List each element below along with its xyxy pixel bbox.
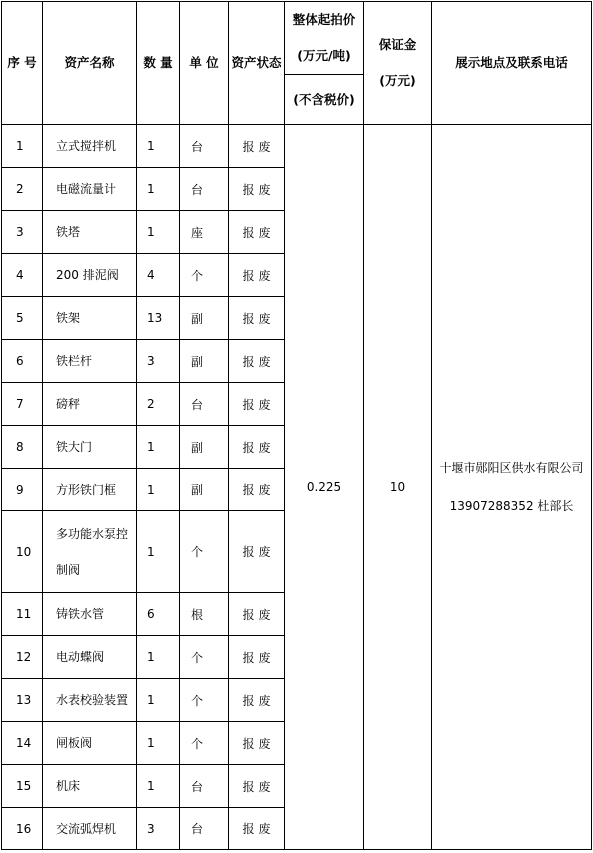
row-asset-name: 多功能水泵控制阀	[43, 511, 137, 593]
row-status: 报废	[229, 722, 285, 765]
header-name: 资产名称	[43, 2, 137, 125]
row-status: 报废	[229, 426, 285, 469]
row-status: 报废	[229, 808, 285, 850]
row-index: 2	[2, 168, 43, 211]
row-unit: 副	[180, 426, 229, 469]
row-quantity: 1	[137, 679, 180, 722]
header-location: 展示地点及联系电话	[432, 2, 592, 125]
row-quantity: 1	[137, 211, 180, 254]
row-quantity: 3	[137, 808, 180, 850]
row-status: 报废	[229, 168, 285, 211]
row-unit: 座	[180, 211, 229, 254]
row-asset-name: 磅秤	[43, 383, 137, 426]
row-quantity: 13	[137, 297, 180, 340]
row-index: 1	[2, 125, 43, 168]
starting-price-cell: 0.225	[285, 125, 364, 850]
row-status: 报废	[229, 511, 285, 593]
header-price	[285, 2, 364, 75]
row-unit: 个	[180, 722, 229, 765]
row-quantity: 1	[137, 168, 180, 211]
row-unit: 个	[180, 254, 229, 297]
row-unit: 台	[180, 765, 229, 808]
row-asset-name: 铁架	[43, 297, 137, 340]
row-unit: 台	[180, 383, 229, 426]
row-index: 5	[2, 297, 43, 340]
row-asset-name: 200 排泥阀	[43, 254, 137, 297]
row-asset-name: 闸板阀	[43, 722, 137, 765]
row-asset-name: 立式搅拌机	[43, 125, 137, 168]
table-row	[2, 125, 592, 168]
row-asset-name: 机床	[43, 765, 137, 808]
row-index: 8	[2, 426, 43, 469]
location-phone: 13907288352 杜部长	[449, 499, 574, 513]
deposit-cell: 10	[364, 125, 432, 850]
row-unit: 副	[180, 297, 229, 340]
row-unit: 个	[180, 511, 229, 593]
row-status: 报废	[229, 765, 285, 808]
row-status: 报废	[229, 340, 285, 383]
row-unit: 台	[180, 808, 229, 850]
row-asset-name: 电磁流量计	[43, 168, 137, 211]
row-asset-name: 水表校验装置	[43, 679, 137, 722]
row-status: 报废	[229, 679, 285, 722]
row-status: 报废	[229, 469, 285, 511]
row-index: 15	[2, 765, 43, 808]
row-asset-name: 方形铁门框	[43, 469, 137, 511]
row-index: 7	[2, 383, 43, 426]
row-index: 4	[2, 254, 43, 297]
row-unit: 个	[180, 636, 229, 679]
row-asset-name: 铁大门	[43, 426, 137, 469]
header-price-line2: (万元/吨)	[297, 48, 351, 63]
row-status: 报废	[229, 593, 285, 636]
header-unit: 单 位	[180, 2, 229, 125]
row-status: 报废	[229, 636, 285, 679]
header-status: 资产状态	[229, 2, 285, 125]
row-quantity: 2	[137, 383, 180, 426]
row-status: 报废	[229, 254, 285, 297]
row-unit: 个	[180, 679, 229, 722]
header-price-line1: 整体起拍价	[292, 12, 356, 27]
location-contact-cell	[432, 125, 592, 850]
row-asset-name: 铁栏杆	[43, 340, 137, 383]
row-quantity: 1	[137, 722, 180, 765]
row-quantity: 1	[137, 511, 180, 593]
row-quantity: 1	[137, 469, 180, 511]
row-unit: 副	[180, 340, 229, 383]
header-deposit-line1: 保证金	[378, 37, 417, 52]
row-quantity: 1	[137, 125, 180, 168]
row-quantity: 4	[137, 254, 180, 297]
row-quantity: 1	[137, 426, 180, 469]
row-status: 报废	[229, 297, 285, 340]
row-asset-name: 铁塔	[43, 211, 137, 254]
location-name: 十堰市郧阳区供水有限公司	[439, 461, 584, 475]
asset-auction-table	[1, 1, 592, 850]
row-unit: 台	[180, 168, 229, 211]
table-body	[2, 125, 592, 850]
row-index: 16	[2, 808, 43, 850]
row-index: 12	[2, 636, 43, 679]
row-index: 9	[2, 469, 43, 511]
row-quantity: 3	[137, 340, 180, 383]
header-price-tax: (不含税价)	[285, 75, 364, 125]
row-unit: 根	[180, 593, 229, 636]
row-unit: 副	[180, 469, 229, 511]
row-quantity: 6	[137, 593, 180, 636]
header-quantity: 数 量	[137, 2, 180, 125]
row-asset-name: 交流弧焊机	[43, 808, 137, 850]
row-index: 6	[2, 340, 43, 383]
row-unit: 台	[180, 125, 229, 168]
header-index: 序 号	[2, 2, 43, 125]
row-quantity: 1	[137, 765, 180, 808]
header-deposit-line2: (万元)	[379, 73, 416, 88]
row-index: 10	[2, 511, 43, 593]
row-asset-name: 电动蝶阀	[43, 636, 137, 679]
row-status: 报废	[229, 211, 285, 254]
row-index: 14	[2, 722, 43, 765]
row-index: 13	[2, 679, 43, 722]
row-status: 报废	[229, 125, 285, 168]
header-deposit	[364, 2, 432, 125]
row-index: 3	[2, 211, 43, 254]
row-status: 报废	[229, 383, 285, 426]
row-index: 11	[2, 593, 43, 636]
row-asset-name: 铸铁水管	[43, 593, 137, 636]
row-quantity: 1	[137, 636, 180, 679]
